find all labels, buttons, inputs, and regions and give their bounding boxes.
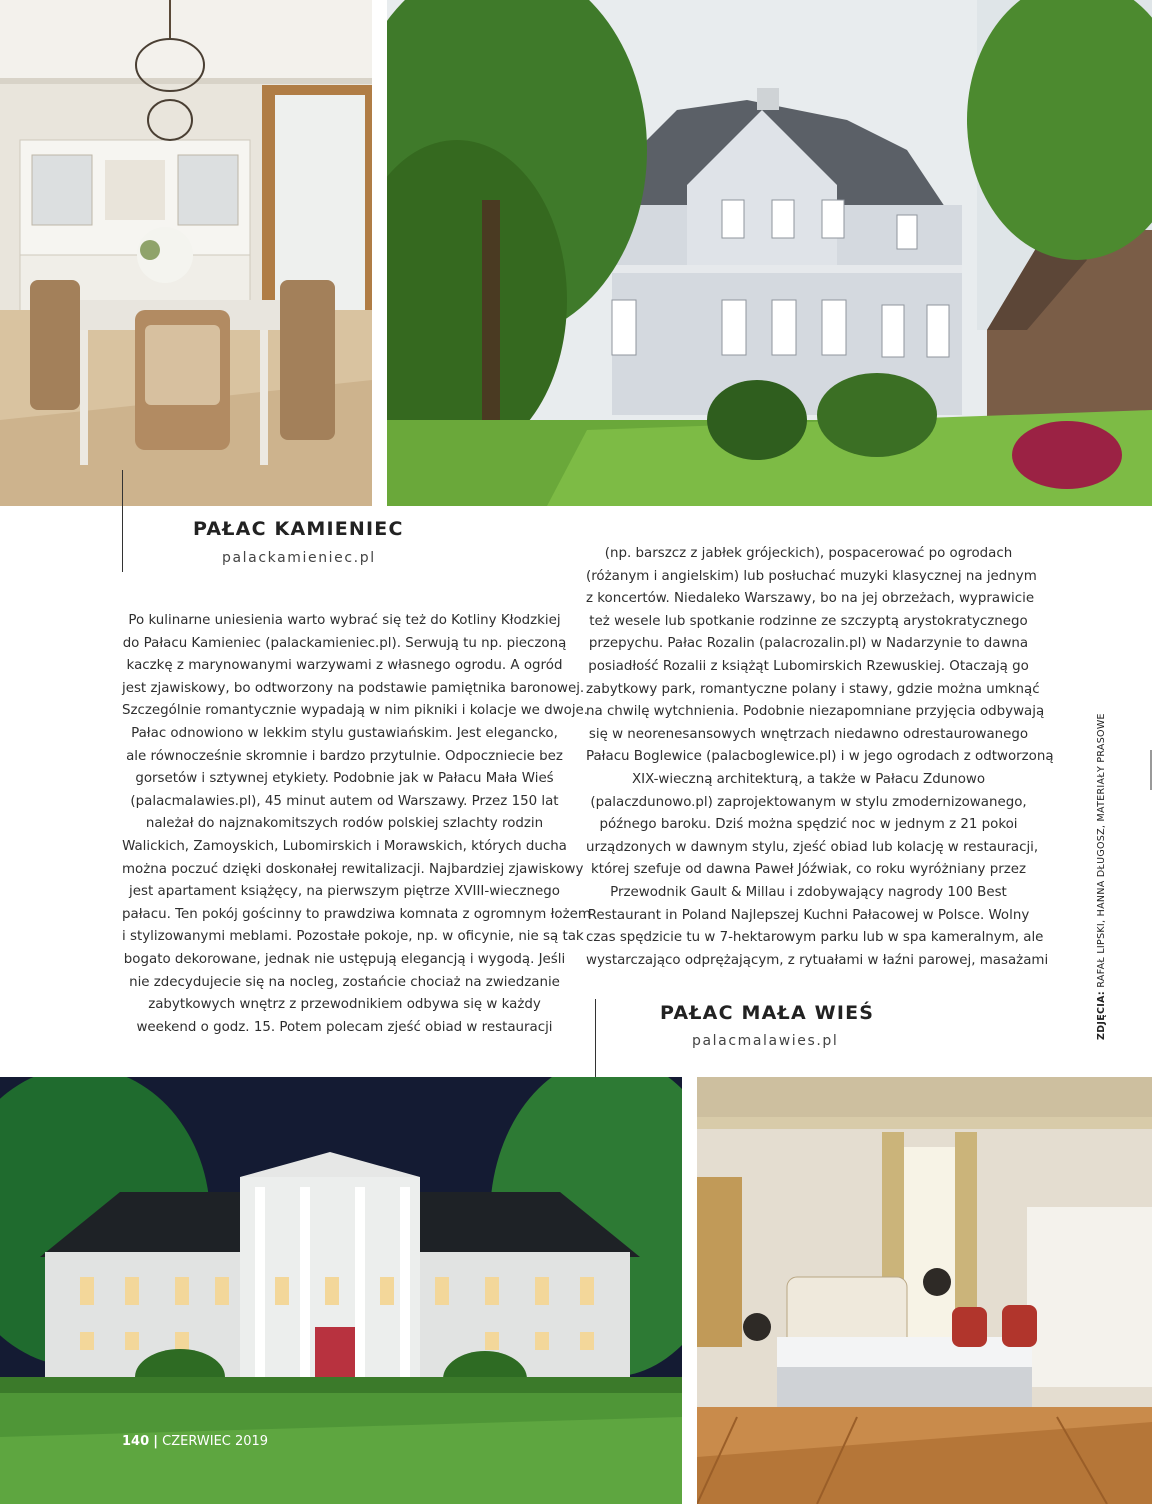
photo-palace-night <box>0 1077 682 1504</box>
text-line: (palacmalawies.pl), 45 minut autem od Warszawy. Przez 150 lat <box>130 793 559 809</box>
website-palacmalawies: palacmalawies.pl <box>692 1033 839 1049</box>
article-column-left <box>122 610 591 1039</box>
text-line: (np. barszcz z jabłek grójeckich), pospacerować po ogrodach <box>604 546 1013 561</box>
text-line: kaczkę z marynowanymi warzywami z własnego ogrodu. A ogród <box>126 658 563 674</box>
text-line: jest apartament książęcy, na pierwszym piętrze XVIII-wiecznego <box>129 884 560 900</box>
photo-manor-exterior <box>387 0 1152 506</box>
text-line: też wesele lub spotkanie rodzinne ze szczyptą arystokratycznego <box>589 613 1028 629</box>
text-line: przepychu. Pałac Rozalin (palacrozalin.pl) w Nadarzynie to dawna <box>588 636 1029 652</box>
heading-palac-mala-wies: PAŁAC MAŁA WIEŚ <box>660 1002 875 1024</box>
text-line: posiadłość Rozalii z książąt Lubomirskich Rzewuskiej. Otaczają go <box>588 658 1029 674</box>
text-line: XIX-wieczną architekturą, a także w Pałacu Zdunowo <box>631 771 986 787</box>
text-line: do Pałacu Kamieniec (palackamieniec.pl). Serwują tu np. pieczoną <box>122 635 567 651</box>
text-line: bogato dekorowane, jednak nie ustępują elegancją i wygodą. Jeśli <box>123 951 566 967</box>
page-footer <box>122 1434 268 1449</box>
text-line: Walickich, Zamoyskich, Lubomirskich i Morawskich, których ducha <box>122 838 567 854</box>
issue-date: CZERWIEC 2019 <box>162 1434 269 1449</box>
text-line: (palaczdunowo.pl) zaprojektowanym w stylu zmodernizowanego, <box>590 794 1027 810</box>
text-line: pałacu. Ten pokój gościnny to prawdziwa komnata z ogromnym łożem <box>122 906 591 922</box>
text-line: Pałac odnowiono w lekkim stylu gustawiańskim. Jest elegancko, <box>131 725 558 741</box>
photo-bedroom <box>697 1077 1152 1504</box>
text-line: i stylizowanymi meblami. Pozostałe pokoje, np. w oficynie, nie są tak <box>122 929 584 945</box>
website-palackamieniec: palackamieniec.pl <box>222 550 376 566</box>
text-line: której szefuje od dawna Paweł Jóźwiak, co roku wyróżniany przez <box>590 862 1027 878</box>
kamieniec-divider <box>122 470 123 572</box>
text-line: jest zjawiskowy, bo odtworzony na podstawie pamiętnika baronowej. <box>122 680 585 696</box>
text-line: z koncertów. Niedaleko Warszawy, bo na jej obrzeżach, wyprawicie <box>586 591 1035 607</box>
article-column-right <box>586 543 1054 972</box>
text-line: wystarczająco odprężającym, z rytuałami w łaźni parowej, masażami <box>586 952 1049 968</box>
text-line: nie zdecydujecie się na nocleg, zostańcie chociaż na zwiedzanie <box>129 974 560 990</box>
text-line: gorsetów i sztywnej etykiety. Podobnie jak w Pałacu Mała Wieś <box>135 771 554 787</box>
text-line: Szczególnie romantycznie wypadają w nim pikniki i kolacje we dwoje. <box>122 703 589 719</box>
text-line: Pałacu Boglewice (palacboglewice.pl) i w jego ogrodach z odtworzoną <box>586 749 1054 765</box>
text-line: Restaurant in Poland Najlepszej Kuchni Pałacowej w Polsce. Wolny <box>587 907 1030 923</box>
text-line: urządzonych w dawnym stylu, zjeść obiad lub kolację w restauracji, <box>586 839 1039 855</box>
text-line: można poczuć dzięki doskonałej rewitalizacji. Najbardziej zjawiskowy <box>122 861 584 877</box>
text-line: ale równocześnie skromnie i bardzo przytulnie. Odpoczniecie bez <box>126 748 563 764</box>
heading-palac-kamieniec: PAŁAC KAMIENIEC <box>193 518 404 540</box>
text-line: na chwilę wytchnienia. Podobnie niezapomniane przyjęcia odbywają <box>586 704 1045 720</box>
text-line: zabytkowy park, romantyczne polany i stawy, gdzie można umknąć <box>586 681 1040 697</box>
photo-credit-label: ZDJĘCIA: <box>1096 990 1107 1040</box>
text-line: zabytkowych wnętrz z przewodnikiem odbywa się w każdy <box>148 997 541 1013</box>
text-line: (różanym i angielskim) lub posłuchać muzyki klasycznej na jednym <box>586 568 1037 584</box>
footer-separator: | <box>153 1434 159 1449</box>
text-line: czas spędzicie tu w 7-hektarowym parku lub w spa kameralnym, ale <box>586 930 1044 946</box>
text-line: się w neorenesansowych wnętrzach niedawno odrestaurowanego <box>588 726 1029 742</box>
text-line: weekend o godz. 15. Potem polecam zjeść obiad w restauracji <box>136 1019 553 1035</box>
text-line: należał do najznakomitszych rodów polskiej szlachty rodzin <box>145 816 544 832</box>
text-line: późnego baroku. Dziś można spędzić noc w jednym z 21 pokoi <box>599 817 1018 833</box>
photo-credit-names: RAFAŁ LIPSKI, HANNA DŁUGOSZ, MATERIAŁY PRASOWE <box>1096 713 1107 988</box>
text-line: Przewodnik Gault & Millau i zdobywający nagrody 100 Best <box>610 884 1007 900</box>
photo-credit <box>1096 713 1107 1040</box>
photo-dining-room <box>0 0 372 506</box>
page-number: 140 <box>122 1434 150 1449</box>
text-line: Po kulinarne uniesienia warto wybrać się też do Kotliny Kłodzkiej <box>128 613 561 628</box>
mala-wies-divider <box>595 999 596 1077</box>
